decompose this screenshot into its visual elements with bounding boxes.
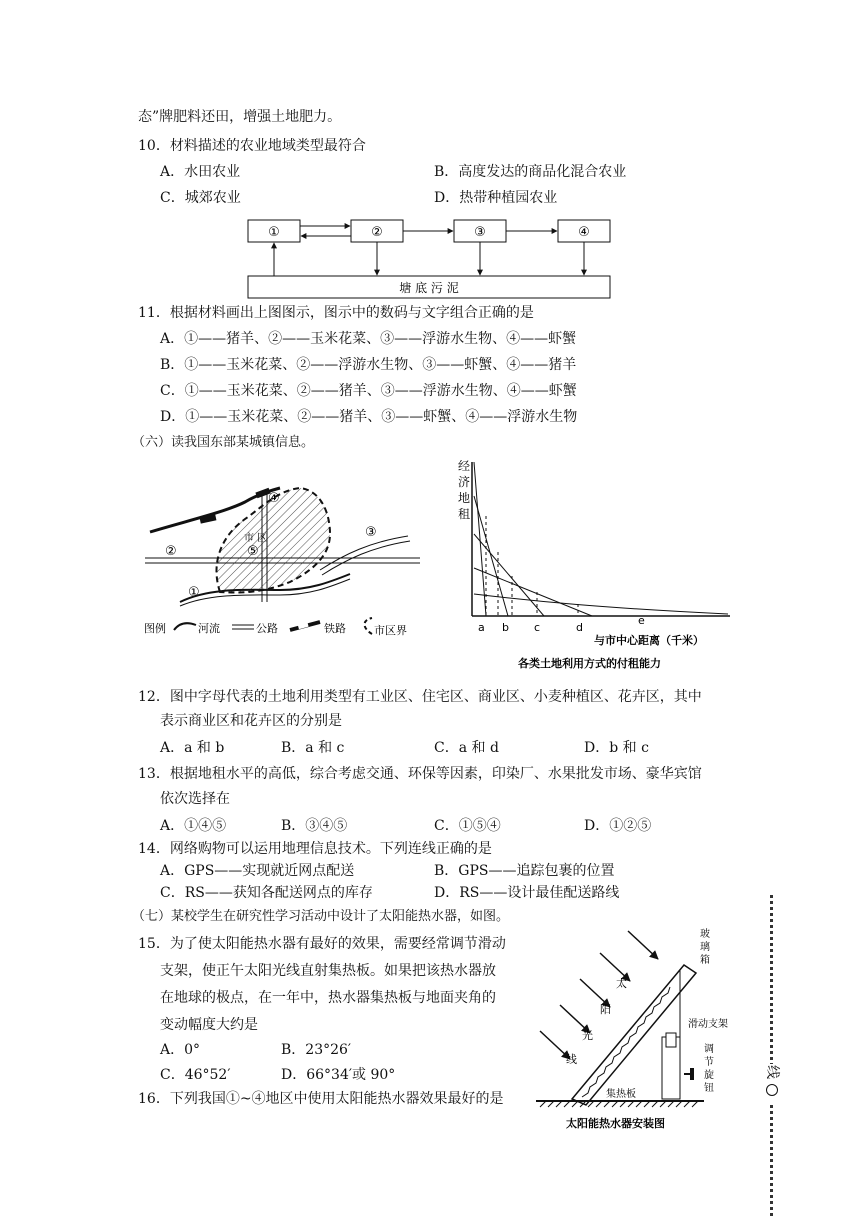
chart-ylabel-4: 租 (458, 507, 471, 521)
chart-ylabel-2: 济 (458, 475, 471, 489)
binding-mark-text: 线 (764, 1065, 780, 1079)
map-label-4: ④ (268, 491, 280, 506)
map-label-1: ① (188, 585, 200, 600)
q15-option-b[interactable]: B．23°26′ (281, 1042, 352, 1058)
legend-river: 河流 (198, 622, 220, 635)
binding-mark-circle (766, 1084, 778, 1096)
q13-option-b[interactable]: B．③④⑤ (281, 818, 348, 834)
q11-option-d[interactable]: D．①——玉米花菜、②——猪羊、③——虾蟹、④——浮游水生物 (160, 409, 578, 425)
chart-ylabel-3: 地 (458, 491, 471, 505)
q15-line1: 15．为了使太阳能热水器有最好的效果，需要经常调节滑动 (138, 936, 506, 952)
town-map (140, 462, 430, 642)
q13-stem-line2: 依次选择在 (160, 791, 230, 807)
q15-option-a[interactable]: A．0° (160, 1042, 201, 1058)
q12-option-d[interactable]: D．b 和 c (584, 740, 649, 756)
q10-option-b[interactable]: B．高度发达的商品化混合农业 (434, 164, 627, 180)
q11-option-c[interactable]: C．①——玉米花菜、②——猪羊、③——浮游水生物、④——虾蟹 (160, 383, 577, 399)
q12-option-c[interactable]: C．a 和 d (434, 740, 499, 756)
q11-option-b[interactable]: B．①——玉米花菜、②——浮游水生物、③——虾蟹、④——猪羊 (160, 357, 577, 373)
q12-stem-line2: 表示商业区和花卉区的分别是 (160, 713, 342, 729)
binding-mark (764, 1064, 780, 1104)
label-collector: 集热板 (606, 1089, 636, 1100)
q14-option-b[interactable]: B．GPS——追踪包裹的位置 (434, 863, 615, 879)
q15-option-d[interactable]: D．66°34′或 90° (281, 1067, 396, 1083)
q10-option-d[interactable]: D．热带种植园农业 (434, 190, 558, 206)
flow-diagram (240, 212, 620, 304)
diagram-caption: 太阳能热水器安装图 (566, 1117, 665, 1130)
q14-stem: 14．网络购物可以运用地理信息技术。下列连线正确的是 (138, 841, 492, 857)
q12-option-b[interactable]: B．a 和 c (281, 740, 345, 756)
q11-stem: 11．根据材料画出上图图示，图示中的数码与文字组合正确的是 (138, 305, 534, 321)
map-label-5: ⑤ (247, 544, 259, 559)
binding-line (770, 895, 773, 1216)
sunlight-char-2: 阳 (600, 1003, 611, 1016)
sunlight-char-3: 光 (582, 1029, 593, 1042)
chart-xlabel: 与市中心距离（千米） (594, 634, 704, 647)
q12-option-a[interactable]: A．a 和 b (160, 740, 225, 756)
solar-heater-diagram (530, 925, 760, 1135)
label-glass-box-1: 玻 (700, 929, 710, 940)
label-knob-4: 钮 (704, 1083, 714, 1094)
q15-line4: 变动幅度大约是 (160, 1017, 258, 1033)
sunlight-char-4: 线 (566, 1053, 577, 1066)
flow-bottom-label: 塘 底 污 泥 (399, 281, 459, 295)
legend-boundary: 市区界 (374, 624, 407, 637)
q10-option-a[interactable]: A．水田农业 (160, 164, 241, 180)
intro-tail-text: 态”牌肥料还田，增强土地肥力。 (138, 109, 342, 125)
chart-x-a: a (478, 621, 485, 634)
q13-option-a[interactable]: A．①④⑤ (160, 818, 227, 834)
section6-heading: （六）读我国东部某城镇信息。 (132, 435, 315, 450)
chart-caption: 各类土地利用方式的付租能力 (518, 657, 661, 670)
q16-stem: 16．下列我国①~④地区中使用太阳能热水器效果最好的是 (138, 1091, 504, 1107)
q13-option-d[interactable]: D．①②⑤ (584, 818, 652, 834)
label-glass-box-3: 箱 (700, 955, 710, 966)
map-label-2: ② (165, 544, 177, 559)
q14-option-d[interactable]: D．RS——设计最佳配送路线 (434, 885, 620, 901)
label-knob-3: 旋 (704, 1070, 714, 1081)
map-label-3: ③ (365, 525, 377, 540)
chart-ylabel-1: 经 (458, 459, 471, 473)
q12-stem-line1: 12．图中字母代表的土地利用类型有工业区、住宅区、商业区、小麦种植区、花卉区，其中 (138, 689, 702, 705)
map-city-label: 市 区 (244, 533, 268, 544)
flow-box-3: ③ (474, 225, 486, 240)
legend-title: 图例 (144, 622, 166, 635)
section7-heading: （七）某校学生在研究性学习活动中设计了太阳能热水器，如图。 (132, 909, 510, 924)
q13-stem-line1: 13．根据地租水平的高低，综合考虑交通、环保等因素，印染厂、水果批发市场、豪华宾馆 (138, 766, 702, 782)
flow-box-1: ① (268, 225, 280, 240)
sunlight-char-1: 太 (616, 977, 627, 990)
chart-x-e: e (638, 614, 645, 627)
label-knob-1: 调 (704, 1044, 714, 1055)
q13-option-c[interactable]: C．①⑤④ (434, 818, 501, 834)
q14-option-a[interactable]: A．GPS——实现就近网点配送 (160, 863, 355, 879)
q14-option-c[interactable]: C．RS——获知各配送网点的库存 (160, 885, 373, 901)
q10-option-c[interactable]: C．城郊农业 (160, 190, 241, 206)
flow-box-2: ② (371, 225, 383, 240)
label-glass-box-2: 璃 (700, 942, 710, 953)
q15-line3: 在地球的极点，在一年中，热水器集热板与地面夹角的 (160, 990, 496, 1006)
chart-x-c: c (534, 621, 541, 634)
label-knob-2: 节 (704, 1057, 714, 1068)
q11-option-a[interactable]: A．①——猪羊、②——玉米花菜、③——浮游水生物、④——虾蟹 (160, 331, 577, 347)
legend-railway: 铁路 (324, 622, 346, 635)
q10-stem: 10．材料描述的农业地域类型最符合 (138, 138, 366, 154)
legend-road: 公路 (256, 622, 278, 635)
chart-x-d: d (576, 621, 583, 634)
label-slide-support: 滑动支架 (688, 1019, 728, 1030)
chart-x-b: b (502, 621, 509, 634)
q15-line2: 支架，使正午太阳光线直射集热板。如果把该热水器放 (160, 963, 496, 979)
flow-box-4: ④ (578, 225, 590, 240)
rent-chart (452, 456, 734, 672)
q15-option-c[interactable]: C．46°52′ (160, 1067, 231, 1083)
